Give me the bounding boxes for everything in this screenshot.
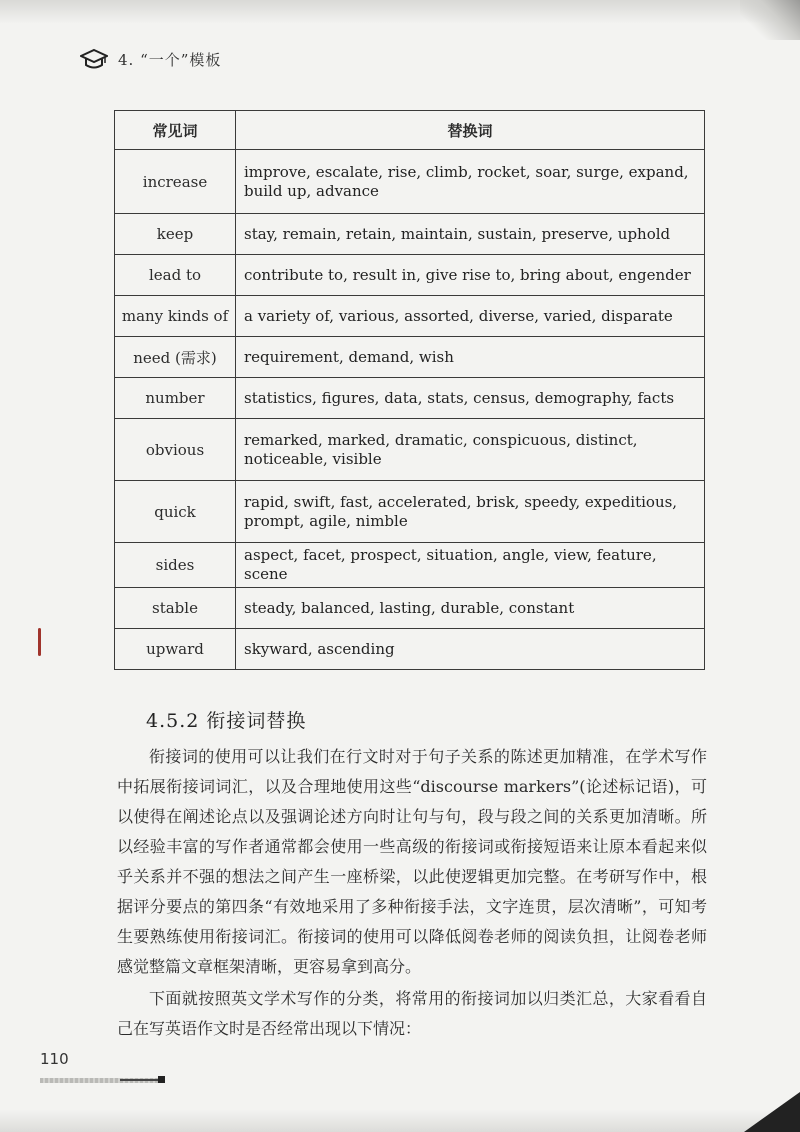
section-title: 4.5.2 衔接词替换 <box>146 710 307 732</box>
chapter-header-text: 4. “一个”模板 <box>118 50 222 69</box>
footer-decoration-dot <box>158 1076 165 1083</box>
footer-decoration-line <box>120 1079 160 1081</box>
table-row <box>115 629 705 670</box>
word-cell: need (需求) <box>115 337 236 378</box>
body-paragraph-2: 下面就按照英文学术写作的分类，将常用的衔接词加以归类汇总，大家看看自己在写英语作文时是否经常出现以下情况： <box>117 989 707 1038</box>
table-row <box>115 150 705 214</box>
synonyms-cell: steady, balanced, lasting, durable, constant <box>236 588 705 629</box>
word-cell: obvious <box>115 419 236 481</box>
synonyms-cell: aspect, facet, prospect, situation, angle, view, feature, scene <box>236 543 705 588</box>
body-paragraph-1: 衔接词的使用可以让我们在行文时对于句子关系的陈述更加精准，在学术写作中拓展衔接词词汇，以及合理地使用这些“discourse markers”(论述标记语)，可以使得在阐述论点以及强调论述方向时让句与句，段与段之间的关系更加清晰。所以经验丰富的写作者通常都会使用一些高级的衔接词或衔接短语来让原本看起来似乎关系并不强的想法之间产生一座桥梁，以此使逻辑更加完整。在考研写作中，根据评分要点的第四条“有效地采用了多种衔接手法，文字连贯，层次清晰”，可知考生要熟练使用衔接词汇。衔接词的使用可以降低阅卷老师的阅读负担，让阅卷老师感觉整篇文章框架清晰，更容易拿到高分。 <box>117 747 707 976</box>
page-shadow-bottom <box>0 1110 800 1132</box>
table-row <box>115 378 705 419</box>
page-shadow <box>0 0 800 24</box>
word-cell: number <box>115 378 236 419</box>
page-curl-top-right <box>740 0 800 40</box>
running-header <box>80 44 221 74</box>
table-row <box>115 588 705 629</box>
table-row <box>115 337 705 378</box>
word-cell: lead to <box>115 255 236 296</box>
word-cell: keep <box>115 214 236 255</box>
synonyms-cell: improve, escalate, rise, climb, rocket, soar, surge, expand, build up, advance <box>236 150 705 214</box>
word-cell: many kinds of <box>115 296 236 337</box>
synonyms-cell: statistics, figures, data, stats, census, demography, facts <box>236 378 705 419</box>
table-row <box>115 255 705 296</box>
word-cell: quick <box>115 481 236 543</box>
synonyms-cell: contribute to, result in, give rise to, bring about, engender <box>236 255 705 296</box>
margin-ink-mark <box>38 628 41 656</box>
word-cell: increase <box>115 150 236 214</box>
column-header-replacement: 替换词 <box>236 111 705 150</box>
word-cell: upward <box>115 629 236 670</box>
synonyms-cell: a variety of, various, assorted, diverse, varied, disparate <box>236 296 705 337</box>
column-header-common-word: 常见词 <box>115 111 236 150</box>
table-row <box>115 419 705 481</box>
word-cell: sides <box>115 543 236 588</box>
synonyms-cell: stay, remain, retain, maintain, sustain, preserve, uphold <box>236 214 705 255</box>
graduation-cap-icon <box>80 48 108 70</box>
word-cell: stable <box>115 588 236 629</box>
synonyms-cell: skyward, ascending <box>236 629 705 670</box>
table-row <box>115 543 705 588</box>
table-row <box>115 296 705 337</box>
synonyms-cell: requirement, demand, wish <box>236 337 705 378</box>
table-row <box>115 481 705 543</box>
page-curl-bottom-right <box>744 1092 800 1132</box>
table-header-row <box>115 111 705 150</box>
synonyms-cell: rapid, swift, fast, accelerated, brisk, speedy, expeditious, prompt, agile, nimble <box>236 481 705 543</box>
page-number: 110 <box>40 1050 69 1068</box>
vocabulary-table <box>114 110 705 670</box>
synonyms-cell: remarked, marked, dramatic, conspicuous, distinct, noticeable, visible <box>236 419 705 481</box>
table-row <box>115 214 705 255</box>
